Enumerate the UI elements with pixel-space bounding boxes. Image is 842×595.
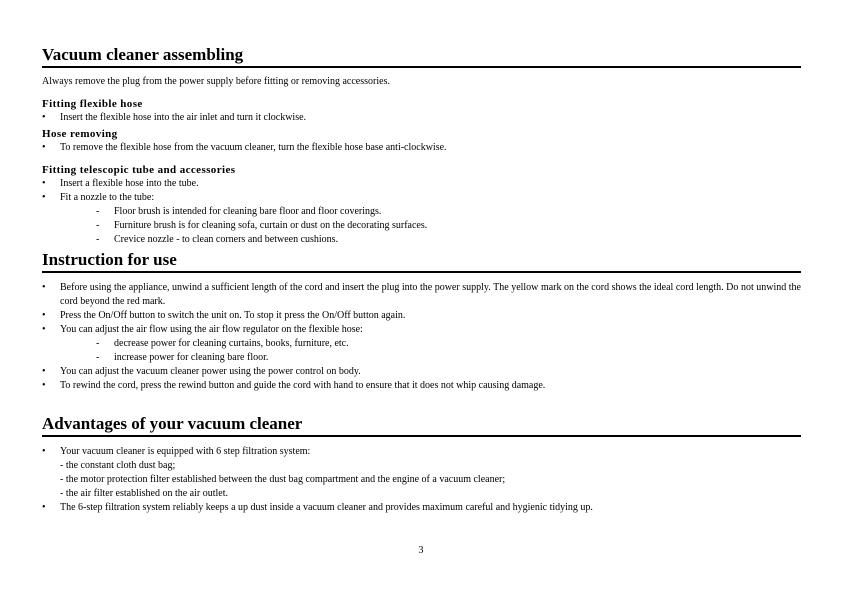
list-instruction-more (42, 365, 801, 393)
filtration-list (60, 459, 801, 501)
hyphen-item: - the motor protection filter established between the dust bag compartment and the engine of a vacuum cleaner; (60, 474, 506, 485)
list-item: • The 6-step filtration system reliably keeps a up dust inside a vacuum cleaner and provides maximum careful and hygienic tidying up. (42, 501, 801, 515)
list-fitting-hose (42, 111, 801, 125)
list-hose-removing (42, 141, 801, 155)
section-title-instruction: Instruction for use (42, 250, 801, 273)
list-item: • To rewind the cord, press the rewind button and guide the cord with hand to ensure that it does not whip causing damage. (42, 379, 801, 393)
dash-item: - Furniture brush is for cleaning sofa, curtain or dust on the decorating surfaces. (42, 219, 801, 233)
dash-item: - increase power for cleaning bare floor. (42, 351, 801, 365)
section-title-assembling: Vacuum cleaner assembling (42, 45, 801, 68)
list-item: • Insert the flexible hose into the air inlet and turn it clockwise. (42, 111, 801, 125)
list-item: • To remove the flexible hose from the vacuum cleaner, turn the flexible hose base anti-clockwise. (42, 141, 801, 155)
subheading-telescopic-tube: Fitting telescopic tube and accessories (42, 164, 236, 176)
list-item (42, 445, 801, 501)
intro-text: Always remove the plug from the power supply before fitting or removing accessories. (42, 76, 390, 87)
subheading-fitting-hose: Fitting flexible hose (42, 98, 143, 110)
list-item: • Fit a nozzle to the tube: (42, 191, 801, 205)
list-instruction (42, 281, 801, 337)
list-item: • Insert a flexible hose into the tube. (42, 177, 801, 191)
list-item: • Press the On/Off button to switch the unit on. To stop it press the On/Off button again. (42, 309, 801, 323)
hyphen-item: - the air filter established on the air outlet. (60, 488, 228, 499)
nozzle-list (42, 205, 801, 247)
section-instruction (42, 250, 801, 393)
list-advantages (42, 445, 801, 515)
dash-item: - Crevice nozzle - to clean corners and between cushions. (42, 233, 801, 247)
subheading-hose-removing: Hose removing (42, 128, 118, 140)
list-item: • You can adjust the air flow using the air flow regulator on the flexible hose: (42, 323, 801, 337)
dash-item: - decrease power for cleaning curtains, books, furniture, etc. (42, 337, 801, 351)
dash-item: - Floor brush is intended for cleaning bare floor and floor coverings. (42, 205, 801, 219)
airflow-list (42, 337, 801, 365)
list-item: • You can adjust the vacuum cleaner power using the power control on body. (42, 365, 801, 379)
list-telescopic-tube (42, 177, 801, 205)
section-advantages (42, 414, 801, 515)
hyphen-item: - the constant cloth dust bag; (60, 460, 176, 471)
section-assembling (42, 45, 801, 247)
page-number: 3 (418, 545, 424, 556)
list-item-text: Your vacuum cleaner is equipped with 6 step filtration system: (60, 446, 311, 457)
section-title-advantages: Advantages of your vacuum cleaner (42, 414, 801, 437)
list-item: • Before using the appliance, unwind a sufficient length of the cord and insert the plug into the power supply. The yellow mark on the cord shows the ideal cord length. Do not unwind the cord beyond the red mark. (42, 281, 801, 309)
